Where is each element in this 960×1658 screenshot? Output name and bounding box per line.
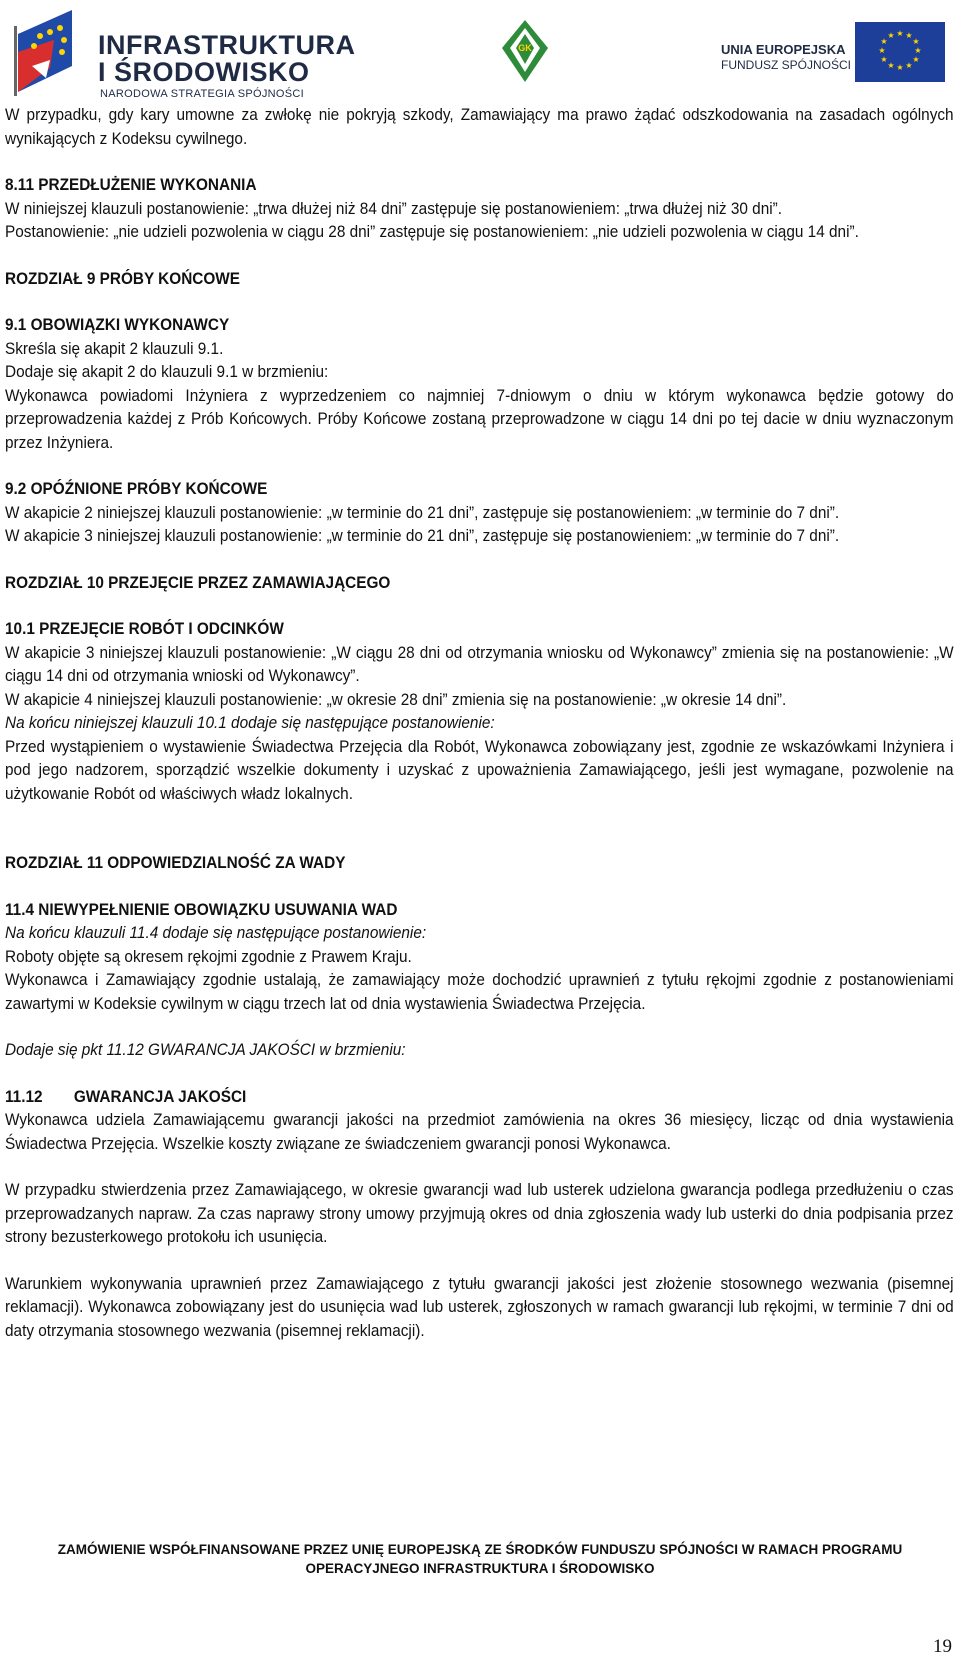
paragraph-10-1-d: Przed wystąpieniem o wystawienie Świadectwa Przejęcia dla Robót, Wykonawca zobowiązany jest, zgodnie ze wskazówkami Inżyniera i pod jego nadzorem, sporządzić wszelkie dokumenty i uzyskać z upoważnienia Zamawiającego, jeśli jest wymagane, pozwolenie na użytkowanie Robót od właściwych władz lokalnych. <box>5 737 954 803</box>
footer-line-2: OPERACYJNEGO INFRASTRUKTURA I ŚRODOWISKO <box>305 1561 655 1576</box>
heading-11-12 <box>5 1086 954 1110</box>
paragraph-11-12-b: W przypadku stwierdzenia przez Zamawiającego, w okresie gwarancji wad lub usterek udzielona gwarancja podlega przedłużeniu o czas przeprowadzanych napraw. Za czas naprawy strony umowy przyjmują okres od dnia zgłoszenia wady lub usterki do dnia podpisania przez strony bezusterkowego protokołu ich usunięcia. <box>5 1181 954 1246</box>
paragraph-9-1-a: Skreśla się akapit 2 klauzuli 9.1. <box>5 339 224 358</box>
eu-flag-icon <box>855 22 945 82</box>
svg-text:★: ★ <box>887 31 895 40</box>
paragraph-9-2-b: W akapicie 3 niniejszej klauzuli postanowienie: „w terminie do 21 dni”, zastępuje się postanowieniem: „w terminie do 7 dni”. <box>5 527 840 545</box>
paragraph-9-1-b: Dodaje się akapit 2 do klauzuli 9.1 w brzmieniu: <box>5 363 329 381</box>
paragraph-10-1-c: Na końcu niniejszej klauzuli 10.1 dodaje się następujące postanowienie: <box>5 714 495 732</box>
page-header <box>0 0 960 100</box>
emblem-text: GK <box>518 43 532 53</box>
paragraph-11-12-intro: Dodaje się pkt 11.12 GWARANCJA JAKOŚCI w brzmieniu: <box>5 1041 406 1059</box>
heading-8-11: 8.11 PRZEDŁUŻENIE WYKONANIA <box>5 176 257 194</box>
logo-line-3: NARODOWA STRATEGIA SPÓJNOŚCI <box>100 88 304 100</box>
heading-chapter-11: ROZDZIAŁ 11 ODPOWIEDZIALNOŚĆ ZA WADY <box>5 854 346 872</box>
paragraph-11-4-b: Roboty objęte są okresem rękojmi zgodnie z Prawem Kraju. <box>5 947 412 966</box>
page-footer <box>0 1540 960 1578</box>
gk-emblem-logo <box>500 18 550 84</box>
paragraph-11-12-a: Wykonawca udziela Zamawiającemu gwarancji jakości na przedmiot zamówienia na okres 36 miesięcy, licząc od dnia wystawienia Świadectwa Przejęcia. Wszelkie koszty związane ze świadczeniem gwarancji ponosi Wykonawca. <box>5 1111 954 1153</box>
heading-chapter-9: ROZDZIAŁ 9 PRÓBY KOŃCOWE <box>5 269 241 288</box>
paragraph-9-1-c: Wykonawca powiadomi Inżyniera z wyprzedzeniem co najmniej 7-dniowym o dniu w którym wykonawca będzie gotowy do przeprowadzenia każdej z Prób Końcowych. Próby Końcowe zostaną przeprowadzone w ciągu 14 dni po tej dacie w dniu wyznaczonym przez Inżyniera. <box>5 386 954 452</box>
paragraph-10-1-b: W akapicie 4 niniejszej klauzuli postanowienie: „w okresie 28 dni” zmienia się na postanowienie: „w okresie 14 dni”. <box>5 690 787 709</box>
infrastruktura-srodowisko-logo <box>10 6 356 100</box>
logo-line-1: INFRASTRUKTURA <box>98 30 356 60</box>
logo-line-2: I ŚRODOWISKO <box>98 57 310 87</box>
svg-text:★: ★ <box>912 55 920 64</box>
svg-text:★: ★ <box>896 29 904 38</box>
svg-text:★: ★ <box>880 55 888 64</box>
gk-emblem-icon <box>500 18 550 84</box>
paragraph-damages: W przypadku, gdy kary umowne za zwłokę nie pokryją szkody, Zamawiający ma prawo żądać odszkodowania na zasadach ogólnych wynikających z Kodeksu cywilnego. <box>5 106 954 148</box>
eu-cohesion-fund-logo <box>715 20 945 84</box>
heading-11-4: 11.4 NIEWYPEŁNIENIE OBOWIĄZKU USUWANIA WAD <box>5 900 398 919</box>
svg-text:★: ★ <box>880 37 888 46</box>
svg-text:★: ★ <box>896 63 904 72</box>
heading-11-12-number: 11.12 <box>5 1087 43 1106</box>
flag-logo-icon <box>10 6 90 98</box>
paragraph-8-11-b: Postanowienie: „nie udzieli pozwolenia w ciągu 28 dni” zastępuje się postanowieniem: „nie udzieli pozwolenia w ciągu 14 dni”. <box>5 223 859 241</box>
eu-logo-line-1: UNIA EUROPEJSKA <box>721 42 846 57</box>
paragraph-11-4-a: Na końcu klauzuli 11.4 dodaje się następujące postanowienie: <box>5 924 427 942</box>
eu-logo-line-2: FUNDUSZ SPÓJNOŚCI <box>721 58 852 72</box>
paragraph-9-2-a: W akapicie 2 niniejszej klauzuli postanowienie: „w terminie do 21 dni”, zastępuje się postanowieniem: „w terminie do 7 dni”. <box>5 503 840 522</box>
paragraph-8-11-a: W niniejszej klauzuli postanowienie: „trwa dłużej niż 84 dni” zastępuje się postanowieniem: „trwa dłużej niż 30 dni”. <box>5 199 783 218</box>
heading-chapter-10: ROZDZIAŁ 10 PRZEJĘCIE PRZEZ ZAMAWIAJĄCEGO <box>5 573 391 592</box>
svg-text:★: ★ <box>887 61 895 70</box>
svg-text:★: ★ <box>905 61 913 70</box>
heading-11-12-title: GWARANCJA JAKOŚCI <box>73 1087 247 1106</box>
heading-9-1: 9.1 OBOWIĄZKI WYKONAWCY <box>5 316 230 334</box>
paragraph-11-12-c: Warunkiem wykonywania uprawnień przez Zamawiającego z tytułu gwarancji jakości jest złożenie stosownego wezwania (pisemnej reklamacji). Wykonawca zobowiązany jest do usunięcia wad lub usterek, zgłoszonych w ramach gwarancji lub rękojmi, w terminie 7 dni od daty otrzymania stosownego wezwania (pisemnej reklamacji). <box>5 1274 954 1340</box>
paragraph-11-4-c: Wykonawca i Zamawiający zgodnie ustalają, że zamawiający może dochodzić uprawnień z tytułu rękojmi zgodnie z postanowieniami zawartymi w Kodeksie cywilnym w ciągu trzech lat od dnia wystawienia Świadectwa Przejęcia. <box>5 971 954 1013</box>
page-number: 19 <box>933 1636 952 1657</box>
heading-9-2: 9.2 OPÓŹNIONE PRÓBY KOŃCOWE <box>5 480 268 498</box>
footer-line-1: ZAMÓWIENIE WSPÓŁFINANSOWANE PRZEZ UNIĘ EUROPEJSKĄ ZE ŚRODKÓW FUNDUSZU SPÓJNOŚCI W RAMACH PROGRAMU <box>57 1542 903 1557</box>
document-body <box>5 104 954 1343</box>
svg-text:★: ★ <box>914 46 922 55</box>
svg-text:★: ★ <box>905 31 913 40</box>
heading-10-1: 10.1 PRZEJĘCIE ROBÓT I ODCINKÓW <box>5 620 284 638</box>
paragraph-10-1-a: W akapicie 3 niniejszej klauzuli postanowienie: „W ciągu 28 dni od otrzymania wniosku od Wykonawcy” zmienia się na postanowienie: „W ciągu 14 dni od otrzymania wnioski od Wykonawcy”. <box>5 643 954 685</box>
svg-text:★: ★ <box>912 37 920 46</box>
svg-text:★: ★ <box>878 46 886 55</box>
